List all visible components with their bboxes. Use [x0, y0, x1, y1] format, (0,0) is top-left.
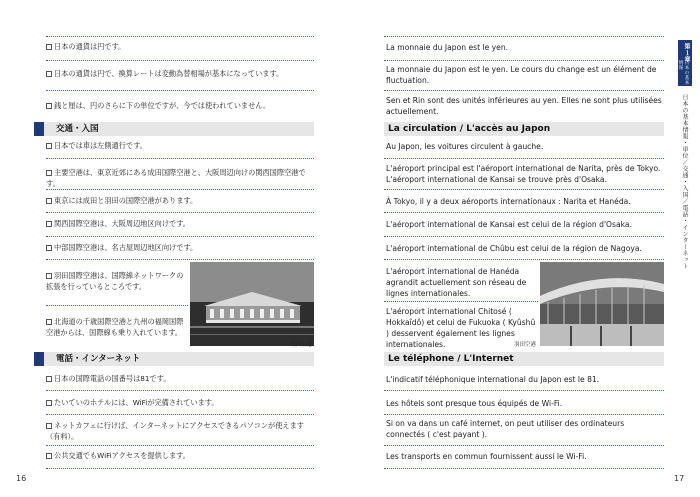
divider	[46, 390, 314, 391]
list-item: À Tokyo, il y a deux aéroports internationaux : Narita et Hanéda.	[386, 197, 631, 206]
list-item: 日本では車は左側通行です。	[46, 141, 314, 152]
checkbox-icon	[46, 143, 52, 149]
checkbox-icon	[46, 221, 52, 227]
divider	[384, 90, 664, 91]
list-item: La monnaie du Japon est le yen.	[386, 43, 509, 52]
divider	[46, 189, 314, 190]
section-header	[34, 352, 314, 366]
airport-photo-drawing	[540, 262, 664, 346]
list-item: 銭と厘は、円のさらに下の単位ですが、今では使われていません。	[46, 101, 314, 112]
list-item: L'indicatif téléphonique international du Japon est le 81.	[386, 375, 600, 384]
divider	[384, 414, 664, 415]
divider	[384, 390, 664, 391]
list-item: L'aéroport international de Kansai est celui de la région d'Osaka.	[386, 220, 632, 229]
list-item: 東京には成田と羽田の国際空港があります。	[46, 196, 314, 207]
section-title: Le téléphone / L'Internet	[388, 354, 514, 364]
list-item: Les transports en commun fournissent aussi le Wi-Fi.	[386, 452, 587, 461]
section-title: 電話・インターネット	[56, 354, 141, 364]
section-header	[384, 122, 664, 136]
list-item: 中部国際空港は、名古屋周辺地区向けです。	[46, 243, 314, 254]
checkbox-icon	[46, 44, 52, 50]
list-item: Si on va dans un café internet, on peut utiliser des ordinateurs connectés ( c'est payant ).	[386, 419, 625, 439]
divider	[384, 301, 538, 302]
divider	[46, 445, 314, 446]
divider	[46, 305, 188, 306]
checkbox-icon	[46, 71, 52, 77]
divider	[46, 36, 314, 37]
checkbox-icon	[46, 319, 52, 325]
checkbox-icon	[46, 376, 52, 382]
list-item: 関西国際空港は、大阪周辺地区向けです。	[46, 219, 314, 230]
list-item: La monnaie du Japon est le yen. Le cours du change est un élément de fluctuation.	[386, 65, 657, 85]
list-item: 羽田国際空港は、国際線ネットワークの拡張を行っているところです。	[46, 271, 184, 291]
section-title: La circulation / L'accès au Japon	[388, 124, 551, 134]
divider	[384, 468, 664, 469]
checkbox-icon	[46, 423, 52, 429]
page-number: 17	[674, 474, 685, 483]
divider	[46, 236, 314, 237]
divider	[46, 414, 314, 415]
divider	[384, 60, 664, 61]
divider	[384, 445, 664, 446]
narita-airport-photo	[190, 262, 314, 346]
divider	[384, 189, 664, 190]
list-item: Sen et Rin sont des unités inférieures au yen. Elles ne sont plus utilisées actuellement.	[386, 96, 662, 116]
checkbox-icon	[46, 400, 52, 406]
section-header	[384, 352, 664, 366]
divider	[46, 158, 314, 159]
chapter-subtitle: 日本の基本情報	[678, 60, 689, 85]
page-number: 16	[16, 474, 27, 483]
divider	[384, 36, 664, 37]
list-item: 北海道の千歳国際空港と九州の福岡国際空港からは、国際線も乗り入れています。	[46, 317, 184, 337]
list-item: L'aéroport international Chitosé ( Hokkaîdô) et celui de Fukuoka ( Kyûshû ) desservent également les lignes internationales.	[386, 307, 536, 349]
list-item: Les hôtels sont presque tous équipés de Wi-Fi.	[386, 399, 563, 408]
list-item: 日本の通貨は円です。	[46, 42, 314, 53]
checkbox-icon	[46, 273, 52, 279]
airport-photo-drawing	[190, 262, 314, 346]
divider	[384, 158, 664, 159]
section-bar-icon	[34, 352, 44, 366]
side-index: 日本の基本情報・単位／交通・入国／電話・インターネット	[681, 94, 688, 270]
divider	[46, 60, 314, 61]
haneda-airport-photo	[540, 262, 664, 346]
section-header	[34, 122, 314, 136]
photo-caption: 羽田空港	[514, 342, 537, 348]
photo-caption: 成田空港	[290, 342, 313, 348]
list-item: L'aéroport international de Hanéda agrandit actuellement son réseau de lignes internationales.	[386, 267, 527, 298]
list-item: 日本の国際電話の国番号は81です。	[46, 374, 314, 385]
list-item: 公共交通でもWiFiアクセスを提供します。	[46, 451, 314, 462]
list-item: Au Japon, les voitures circulent à gauche.	[386, 142, 544, 151]
checkbox-icon	[46, 170, 52, 176]
divider	[384, 236, 664, 237]
section-bar-icon	[34, 122, 44, 136]
divider	[46, 212, 314, 213]
list-item: L'aéroport international de Chûbu est celui de la région de Nagoya.	[386, 244, 642, 253]
list-item: 主要空港は、東京近郊にある成田国際空港と、大阪周辺向けの関西国際空港です。	[46, 168, 306, 188]
list-item: 日本の通貨は円で、換算レートは変動為替相場が基本になっています。	[46, 69, 314, 80]
chapter-label: 第１章	[683, 43, 690, 63]
list-item: L'aéroport principal est l'aéroport international de Narita, près de Tokyo. L'aéroport international de Kansai se trouve près d'Osaka.	[386, 164, 661, 184]
divider	[46, 259, 314, 260]
divider	[46, 90, 314, 91]
checkbox-icon	[46, 103, 52, 109]
checkbox-icon	[46, 198, 52, 204]
section-title: 交通・入国	[56, 124, 99, 134]
list-item: たいていのホテルには、WiFiが完備されています。	[46, 398, 314, 409]
divider	[384, 259, 664, 260]
checkbox-icon	[46, 245, 52, 251]
divider	[384, 212, 664, 213]
chapter-tab	[678, 40, 692, 86]
checkbox-icon	[46, 453, 52, 459]
list-item: ネットカフェに行けば、インターネットにアクセスできるパソコンが使えます（有料）。	[46, 421, 304, 441]
divider	[46, 468, 314, 469]
